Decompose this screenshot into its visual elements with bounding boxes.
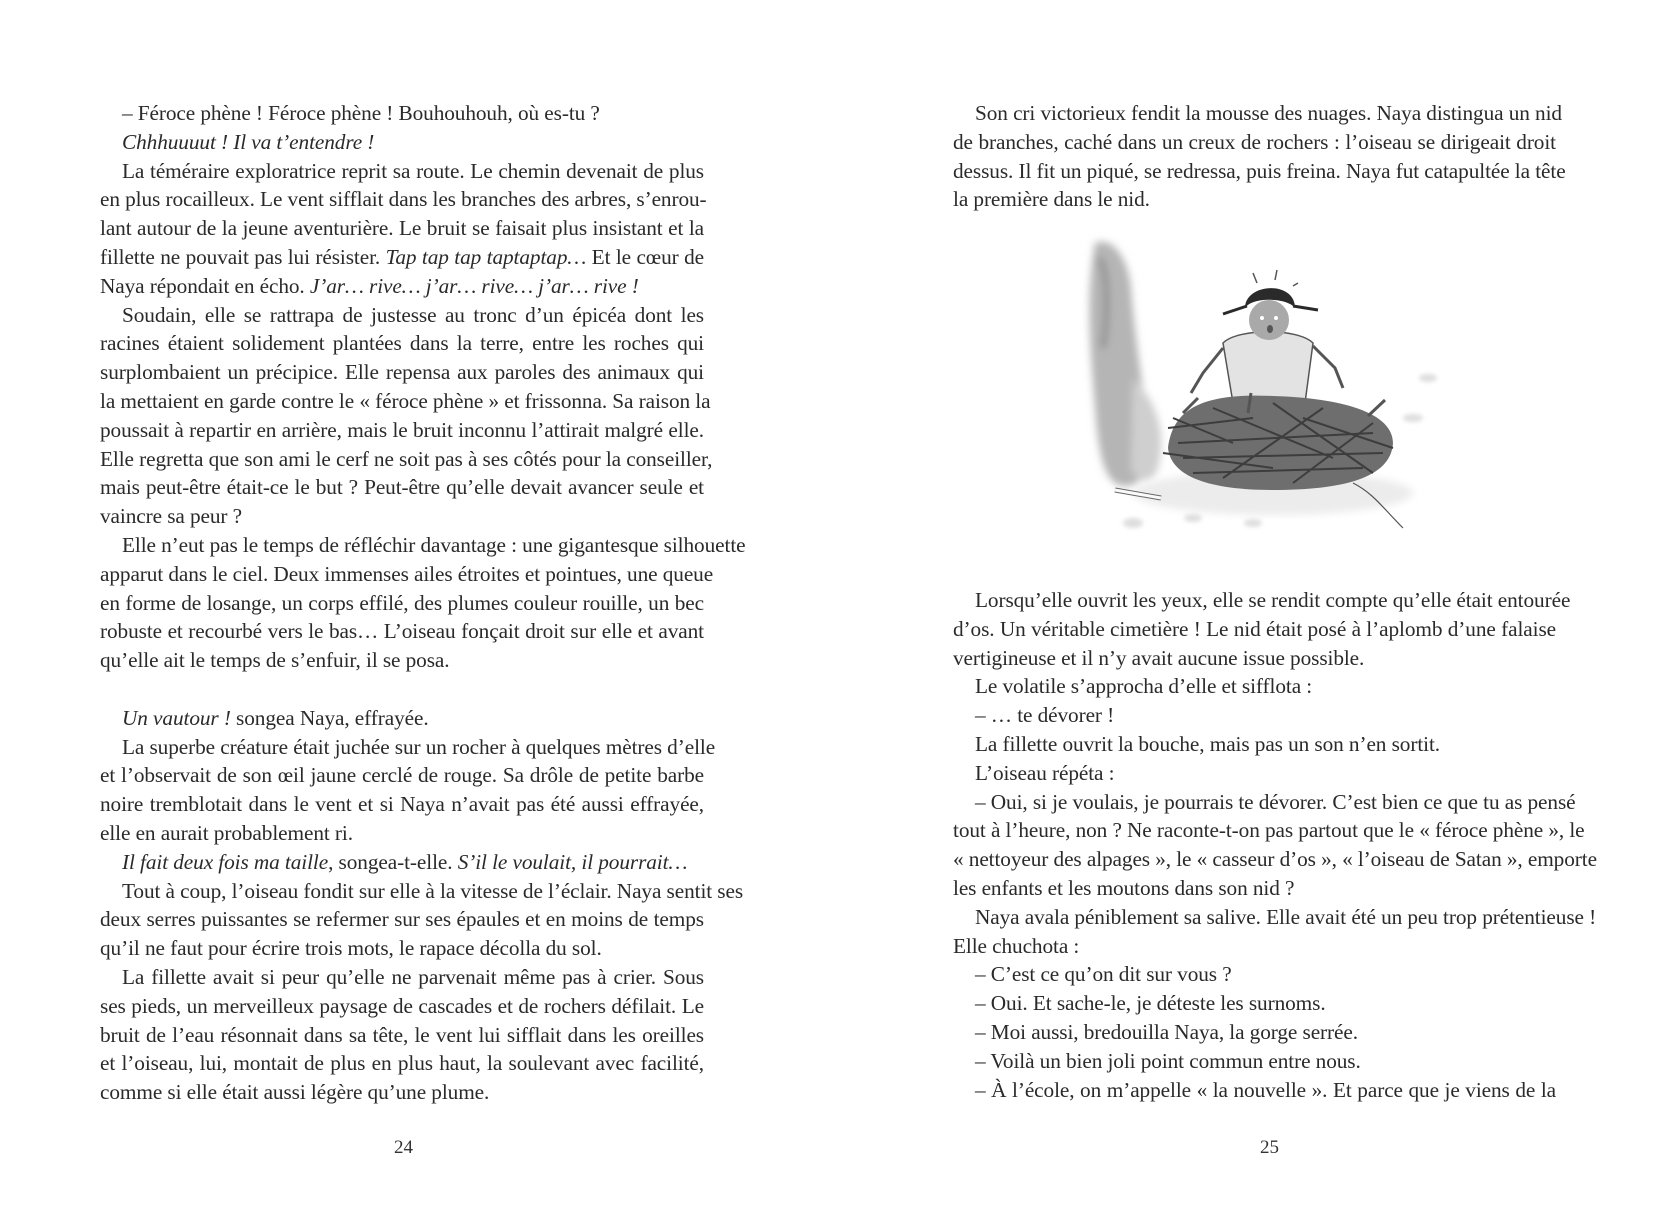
text-line: qu’il ne faut pour écrire trois mots, le rapace décolla du sol.: [100, 936, 602, 961]
text-line: La téméraire exploratrice reprit sa route. Le chemin devenait de plus: [122, 158, 704, 183]
blank-line: [100, 675, 704, 704]
text-line: racines étaient solidement plantées dans la terre, entre les roches qui: [100, 331, 704, 356]
text-line: vaincre sa peur ?: [100, 504, 242, 529]
text-line: en plus rocailleux. Le vent sifflait dans les branches des arbres, s’enrou-: [100, 187, 707, 212]
text-line: Il fait deux fois ma taille, songea-t-elle. S’il le voulait, il pourrait…: [122, 849, 688, 874]
text-line: Chhhuuuut ! Il va t’entendre !: [122, 129, 375, 154]
nest: [1163, 393, 1393, 490]
text-line: et l’oiseau, lui, montait de plus en plus haut, la soulevant avec facilité,: [100, 1051, 704, 1076]
text-line: – Moi aussi, bredouilla Naya, la gorge serrée.: [975, 1019, 1358, 1044]
text-line: Tout à coup, l’oiseau fondit sur elle à la vitesse de l’éclair. Naya sentit ses: [122, 878, 744, 903]
text-line: et l’observait de son œil jaune cerclé de rouge. Sa drôle de petite barbe: [100, 763, 704, 788]
nest-illustration: [1073, 228, 1453, 553]
text-line: Lorsqu’elle ouvrit les yeux, elle se rendit compte qu’elle était entourée: [975, 588, 1571, 612]
text-line: Elle regretta que son ami le cerf ne soit pas à ses côtés pour la conseiller,: [100, 446, 713, 471]
page-left-text: [100, 99, 746, 1107]
text-line: noire tremblotait dans le vent et si Naya n’avait pas été aussi effrayée,: [100, 792, 704, 817]
text-line: mais peut-être était-ce le but ? Peut-être qu’elle devait avancer seule et: [100, 475, 704, 500]
page-left: [0, 0, 828, 1206]
text-line: tout à l’heure, non ? Ne raconte-t-on pas partout que le « féroce phène », le: [953, 818, 1585, 843]
page-number-right: 25: [1260, 1137, 1279, 1158]
text-line: deux serres puissantes se refermer sur ses épaules et en moins de temps: [100, 907, 704, 932]
text-line: Naya avala péniblement sa salive. Elle avait été un peu trop prétentieuse !: [975, 904, 1597, 929]
text-line: d’os. Un véritable cimetière ! Le nid était posé à l’aplomb d’une falaise: [953, 616, 1556, 641]
text-line: Elle n’eut pas le temps de réfléchir davantage : une gigantesque silhouette: [122, 532, 746, 557]
text-line: vertigineuse et il n’y avait aucune issue possible.: [953, 645, 1365, 670]
text-line: – Oui, si je voulais, je pourrais te dévorer. C’est bien ce que tu as pensé: [975, 789, 1576, 814]
text-line: surplombaient un précipice. Elle repensa aux paroles des animaux qui: [100, 360, 704, 385]
text-line: la première dans le nid.: [953, 187, 1150, 212]
text-line: – Féroce phène ! Féroce phène ! Bouhouhouh, où es-tu ?: [122, 101, 600, 125]
text-line: – À l’école, on m’appelle « la nouvelle ». Et parce que je viens de la: [975, 1077, 1556, 1102]
text-line: Naya répondait en écho. J’ar… rive… j’ar… rive… j’ar… rive !: [100, 273, 639, 298]
text-line: Son cri victorieux fendit la mousse des nuages. Naya distingua un nid: [975, 101, 1562, 125]
text-line: – Voilà un bien joli point commun entre nous.: [975, 1048, 1361, 1073]
text-line: Le volatile s’approcha d’elle et sifflota :: [975, 674, 1313, 699]
text-line: comme si elle était aussi légère qu’une plume.: [100, 1080, 490, 1105]
text-line: Elle chuchota :: [953, 933, 1080, 958]
text-line: en forme de losange, un corps effilé, des plumes couleur rouille, un bec: [100, 590, 704, 615]
text-line: la mettaient en garde contre le « féroce phène » et frissonna. Sa raison la: [100, 388, 711, 413]
text-line: La fillette ouvrit la bouche, mais pas un son n’en sortit.: [975, 731, 1440, 756]
text-line: bruit de l’eau résonnait dans sa tête, le vent lui sifflait dans les oreilles: [100, 1022, 704, 1047]
page-number-left: 24: [394, 1137, 413, 1158]
text-line: poussait à repartir en arrière, mais le bruit inconnu l’attirait malgré elle.: [100, 417, 704, 442]
cliff-wash: [1090, 242, 1162, 486]
page-right: [828, 0, 1657, 1206]
text-line: de branches, caché dans un creux de rochers : l’oiseau se dirigeait droit: [953, 129, 1556, 154]
text-line: La superbe créature était juchée sur un rocher à quelques mètres d’elle: [122, 734, 716, 759]
text-line: lant autour de la jeune aventurière. Le bruit se faisait plus insistant et la: [100, 216, 704, 241]
text-line: elle en aurait probablement ri.: [100, 820, 353, 845]
text-line: – C’est ce qu’on dit sur vous ?: [975, 962, 1232, 987]
page-right-text-bottom: [953, 586, 1597, 1104]
text-line: – … te dévorer !: [975, 703, 1115, 728]
text-line: fillette ne pouvait pas lui résister. Tap tap tap taptaptap… Et le cœur de: [100, 244, 704, 269]
text-line: « nettoyeur des alpages », le « casseur d’os », « l’oiseau de Satan », emporte: [953, 847, 1597, 872]
text-line: La fillette avait si peur qu’elle ne parvenait même pas à crier. Sous: [122, 964, 704, 989]
text-line: Soudain, elle se rattrapa de justesse au tronc d’un épicéa dont les: [122, 302, 704, 327]
text-line: – Oui. Et sache-le, je déteste les surnoms.: [975, 991, 1326, 1016]
text-line: dessus. Il fit un piqué, se redressa, puis freina. Naya fut catapultée la tête: [953, 158, 1566, 183]
page-right-text-top: [953, 99, 1566, 214]
text-line: qu’elle ait le temps de s’enfuir, il se posa.: [100, 648, 450, 673]
text-line: apparut dans le ciel. Deux immenses ailes étroites et pointues, une queue: [100, 561, 714, 586]
text-line: les enfants et les moutons dans son nid ?: [953, 875, 1295, 900]
text-line: Un vautour ! songea Naya, effrayée.: [122, 705, 429, 730]
text-line: ses pieds, un merveilleux paysage de cascades et de rochers défilait. Le: [100, 993, 704, 1018]
text-line: robuste et recourbé vers le bas… L’oiseau fonçait droit sur elle et avant: [100, 619, 704, 644]
text-line: L’oiseau répéta :: [975, 760, 1115, 785]
